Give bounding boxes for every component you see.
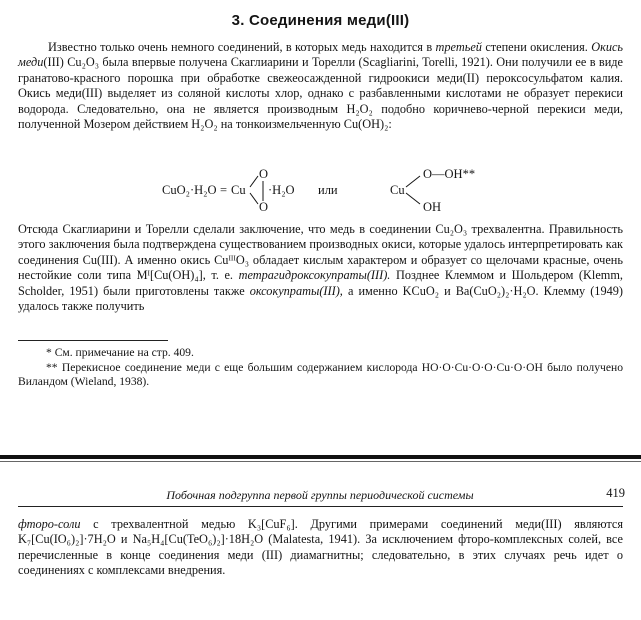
page-number: 419 [606, 486, 625, 500]
emphasis-third: третьей [435, 40, 482, 54]
formula-or: или [318, 183, 338, 197]
paragraph-conclusion: Отсюда Скаглиарини и Торелли сделали заключение, что медь в соединении Cu₂O₃ трехвалентна. Правильность этого заключения была подтверждена существованием производных окиси, которые удалось интерпретировать как соединения Cu(III). А именно окись CuᴵᴵᴵO₃ обладает кислым характером и образует со щелочами красные, очень нестойкие соли типа Mᴵ[Cu(OH)₄], т. е. тетрагидроксокупраты(III). Позднее Клеммом и Шольдером (Klemm, Scholder, 1951) были приготовлены также оксокупраты(III), а именно KCuO₂ и Ba(CuO₂)₂·H₂O. Клемму (1949) удалось также получить [18, 222, 623, 314]
formula-hydroxy: OH [423, 200, 442, 214]
footnote-2: ** Перекисное соединение меди с еще большим содержанием кислорода HO·O·Cu·O·O·Cu·O·OH было получено Виландом (Wieland, 1938). [18, 361, 623, 389]
formula-h2o: ·H₂O [268, 183, 295, 197]
formula-cu: Cu [231, 183, 246, 197]
paragraph-intro: Известно только очень немного соединений, в которых медь находится в третьей степени окисления. Окись меди(III) Cu₂O₃ была впервые получена Скаглиарини и Торелли (Scagliarini, Torelli, 1921). Они получили ее в виде гранатово-красного порошка при обработке свежеосажденной гидроокиси меди(II) пероксосульфатом калия. Окись меди(III) выделяет из соляной кислоты хлор, однако с разбавленными кислотами не образует перекиси водорода. Следовательно, она не является производным H₂O₂ подобно коричнево-черной перекиси меди, полученной Мозером действием H₂O₂ на тонкоизмельченную Cu(OH)₂: [18, 40, 624, 132]
bond-upper-2 [406, 176, 420, 187]
bond-upper [250, 176, 258, 187]
term-oxocuprates: оксокупраты [249, 283, 320, 298]
term-fluoro-salts: фторо-соли [18, 517, 81, 531]
running-head: Побочная подгруппа первой группы периодической системы [166, 488, 474, 502]
formula-cu-2: Cu [390, 183, 405, 197]
section-heading: 3. Соединения меди(III) [231, 12, 410, 29]
bond-lower-2 [406, 193, 420, 204]
header-rule [18, 506, 623, 507]
formula-left: CuO₂·H₂O [162, 183, 217, 197]
formula-o-top: O [259, 167, 269, 181]
formula-equals: = [220, 183, 228, 197]
page-break-bar [0, 455, 641, 459]
bond-lower [250, 193, 258, 204]
page-break-line [0, 461, 641, 462]
formula-peroxy: O—OH** [423, 167, 476, 181]
formula-svg [0, 166, 641, 216]
formula-o-bottom: O [259, 200, 269, 214]
paragraph-fluoro-salts: фторо-соли с трехвалентной медью K₃[CuF₆]. Другими примерами соединений меди(III) являются K₇[Cu(IO₆)₂]·7H₂O и Na₅H₄[Cu(TeO₆)₂]·18H₂O (Malatesta, 1941). За исключением фторо-комплексных солей, все перечисленные в конце соединения меди (III) диамагнитны; следовательно, в этих случаях речь идет о соединениях с комплексами внедрения. [18, 517, 623, 578]
footnote-rule [18, 340, 168, 341]
term-tetrahydroxocuprates: тетрагидроксокупраты [238, 268, 367, 283]
term-copper-oxide: Окись меди [18, 40, 624, 70]
footnote-1: * См. примечание на стр. 409. [46, 346, 194, 359]
structural-formula [0, 166, 641, 216]
